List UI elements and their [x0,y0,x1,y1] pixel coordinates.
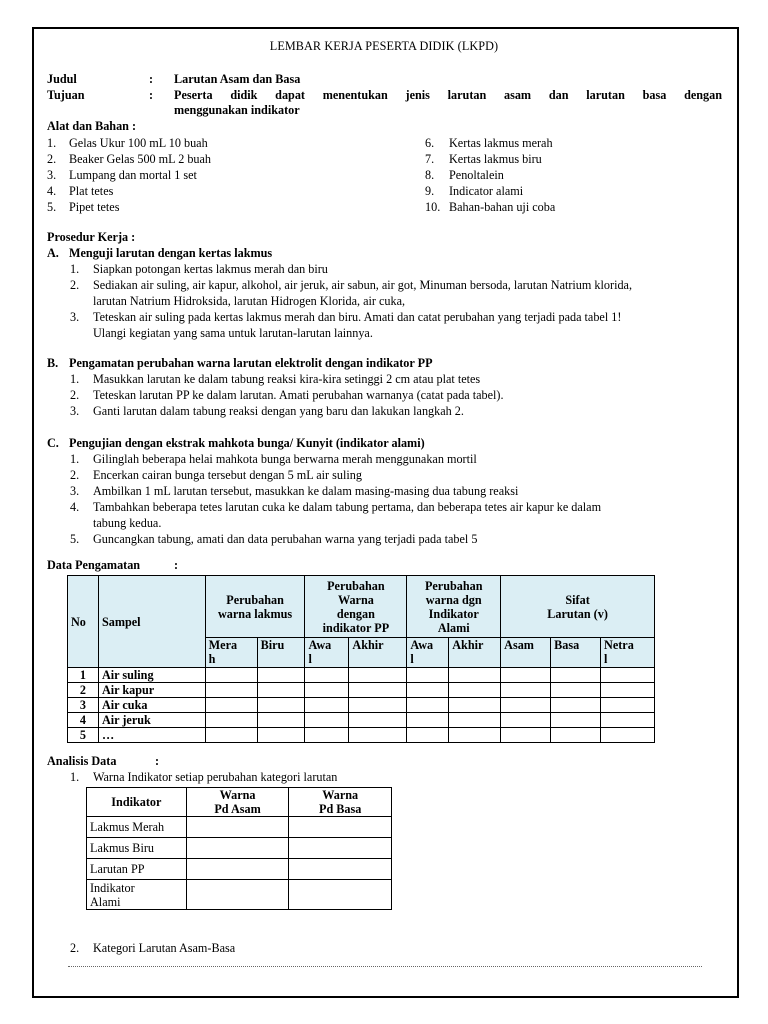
step-num: 3. [70,404,80,418]
header-alami: Perubahan warna dgn Indikator Alami [407,576,501,638]
empty-cell [289,859,392,880]
indikator-name-line: Alami [90,894,121,909]
step-text: Masukkan larutan ke dalam tabung reaksi kira-kira setinggi 2 cm atau plat tetes [93,372,481,386]
header-asam: Asam [501,638,551,668]
alat-item-num: 10. [425,200,441,214]
step-num: 5. [70,532,80,546]
row-no: 5 [68,728,99,743]
page-title: LEMBAR KERJA PESERTA DIDIK (LKPD) [269,39,499,53]
analisis-colon: : [155,754,160,768]
empty-cell [349,713,407,728]
empty-cell [205,668,257,683]
empty-cell [186,859,289,880]
step-text: Teteskan air suling pada kertas lakmus merah dan biru. Amati dan catat perubahan yang terjadi pada tabel 1! [93,310,622,324]
tujuan-line2: menggunakan indikator [174,103,300,117]
header-sampel: Sampel [98,576,205,668]
header-merah: Mera h [205,638,257,668]
table-row [87,880,392,910]
empty-cell [349,668,407,683]
empty-cell [601,668,655,683]
empty-cell [289,880,392,910]
indikator-name [87,859,187,880]
empty-cell [349,683,407,698]
empty-cell [407,713,449,728]
alat-item-num: 6. [425,136,435,150]
indikator-name-line: Larutan PP [90,862,145,876]
header-awal-alami: Awa l [407,638,449,668]
step-text: tabung kedua. [93,516,162,530]
section-title-b: Pengamatan perubahan warna larutan elektrolit dengan indikator PP [69,356,433,370]
alat-item-num: 3. [47,168,57,182]
empty-cell [501,683,551,698]
row-no: 4 [68,713,99,728]
alat-item-num: 9. [425,184,435,198]
alat-item: Gelas Ukur 100 mL 10 buah [69,136,208,150]
tujuan-line1: Peserta didik dapat menentukan jenis larutan asam dan larutan basa dengan [174,88,722,102]
analisis-item2-text: Kategori Larutan Asam-Basa [93,941,236,955]
tujuan-colon: : [149,88,154,102]
analisis-item2-num: 2. [70,941,80,955]
empty-cell [601,713,655,728]
step-num: 1. [70,262,80,276]
row-sampel: Air jeruk [98,713,205,728]
header-netral: Netra l [601,638,655,668]
step-num: 3. [70,484,80,498]
table-row [87,817,392,838]
answer-dotted-line [68,966,702,967]
empty-cell [551,668,601,683]
section-letter-b: B. [47,356,59,370]
alat-item: Penoltalein [449,168,504,182]
header-indikator: Indikator [87,788,187,817]
section-letter-a: A. [47,246,59,260]
header-warna-basa: Warna Pd Basa [289,788,392,817]
row-no: 2 [68,683,99,698]
empty-cell [449,698,501,713]
step-text: Sediakan air suling, air kapur, alkohol, air jeruk, air sabun, air got, Minuman bersoda, larutan Natrium klorida, [93,278,632,292]
indikator-name-line: Indikator [90,880,135,895]
empty-cell [551,698,601,713]
row-no: 3 [68,698,99,713]
header-akhir-alami: Akhir [449,638,501,668]
alat-item: Beaker Gelas 500 mL 2 buah [69,152,212,166]
empty-cell [305,668,349,683]
indikator-name-line: Lakmus Biru [90,841,154,855]
step-num: 4. [70,500,80,514]
empty-cell [407,683,449,698]
alat-item: Kertas lakmus biru [449,152,542,166]
indikator-name [87,817,187,838]
empty-cell [257,668,305,683]
step-text: larutan Natrium Hidroksida, larutan Hidrogen Klorida, air cuka, [93,294,406,308]
prosedur-heading: Prosedur Kerja : [47,230,136,244]
alat-item: Indicator alami [449,184,524,198]
empty-cell [205,683,257,698]
step-text: Teteskan larutan PP ke dalam larutan. Amati perubahan warnanya (catat pada tabel). [93,388,504,402]
step-text: Guncangkan tabung, amati dan data perubahan warna yang terjadi pada tabel 5 [93,532,478,546]
empty-cell [257,683,305,698]
analisis-item1-text: Warna Indikator setiap perubahan kategori larutan [93,770,338,784]
header-lakmus: Perubahan warna lakmus [205,576,305,638]
empty-cell [257,713,305,728]
table-row [68,698,655,713]
observation-table [67,575,655,743]
empty-cell [257,728,305,743]
empty-cell [305,728,349,743]
empty-cell [349,698,407,713]
header-warna-asam: Warna Pd Asam [186,788,289,817]
data-pengamatan-heading: Data Pengamatan [47,558,141,572]
empty-cell [289,817,392,838]
header-sifat: Sifat Larutan (v) [501,576,655,638]
indikator-name-line: Lakmus Merah [90,820,165,834]
step-text: Ganti larutan dalam tabung reaksi dengan yang baru dan lakukan langkah 2. [93,404,464,418]
row-sampel: Air cuka [98,698,205,713]
row-sampel: Air suling [98,668,205,683]
empty-cell [349,728,407,743]
empty-cell [551,683,601,698]
empty-cell [449,713,501,728]
analisis-item1-num: 1. [70,770,80,784]
empty-cell [305,713,349,728]
empty-cell [449,683,501,698]
empty-cell [449,668,501,683]
empty-cell [501,713,551,728]
section-title-c: Pengujian dengan ekstrak mahkota bunga/ Kunyit (indikator alami) [69,436,425,450]
empty-cell [289,838,392,859]
empty-cell [407,668,449,683]
alat-item: Plat tetes [69,184,114,198]
table-row [68,713,655,728]
alat-item: Bahan-bahan uji coba [449,200,556,214]
step-num: 2. [70,388,80,402]
indicator-color-table [86,787,392,910]
step-text: Gilinglah beberapa helai mahkota bunga berwarna merah menggunakan mortil [93,452,477,466]
header-no: No [68,576,99,668]
alat-item: Kertas lakmus merah [449,136,553,150]
step-num: 2. [70,278,80,292]
table-row [68,683,655,698]
alat-item-num: 7. [425,152,435,166]
section-title-a: Menguji larutan dengan kertas lakmus [69,246,273,260]
header-akhir-pp: Akhir [349,638,407,668]
empty-cell [551,713,601,728]
empty-cell [551,728,601,743]
step-num: 2. [70,468,80,482]
empty-cell [186,880,289,910]
judul-label: Judul [47,72,77,86]
empty-cell [205,713,257,728]
empty-cell [257,698,305,713]
alat-item: Lumpang dan mortal 1 set [69,168,197,182]
alat-item-num: 5. [47,200,57,214]
empty-cell [205,698,257,713]
empty-cell [305,683,349,698]
section-letter-c: C. [47,436,59,450]
empty-cell [501,668,551,683]
header-awal-pp: Awa l [305,638,349,668]
step-text: Encerkan cairan bunga tersebut dengan 5 mL air suling [93,468,362,482]
step-text: Tambahkan beberapa tetes larutan cuka ke dalam tabung pertama, dan beberapa tetes air kapur ke dalam [93,500,602,514]
row-sampel: Air kapur [98,683,205,698]
indikator-name [87,838,187,859]
judul-value: Larutan Asam dan Basa [174,72,301,86]
judul-colon: : [149,72,154,86]
data-pengamatan-colon: : [174,558,179,572]
step-num: 1. [70,372,80,386]
row-no: 1 [68,668,99,683]
empty-cell [601,698,655,713]
step-num: 3. [70,310,80,324]
empty-cell [449,728,501,743]
step-text: Ambilkan 1 mL larutan tersebut, masukkan ke dalam masing-masing dua tabung reaksi [93,484,519,498]
indikator-name [87,880,187,910]
empty-cell [407,698,449,713]
empty-cell [601,728,655,743]
table-row [87,859,392,880]
header-pp: Perubahan Warna dengan indikator PP [305,576,407,638]
header-biru: Biru [257,638,305,668]
analisis-heading: Analisis Data [47,754,117,768]
empty-cell [186,817,289,838]
step-text: Siapkan potongan kertas lakmus merah dan biru [93,262,328,276]
alat-item-num: 2. [47,152,57,166]
row-sampel: … [98,728,205,743]
empty-cell [205,728,257,743]
empty-cell [407,728,449,743]
step-num: 1. [70,452,80,466]
alat-item: Pipet tetes [69,200,120,214]
tujuan-label: Tujuan [47,88,85,102]
table-row [87,838,392,859]
table-row [68,668,655,683]
step-text: Ulangi kegiatan yang sama untuk larutan-larutan lainnya. [93,326,373,340]
empty-cell [501,698,551,713]
alat-item-num: 1. [47,136,57,150]
header-basa: Basa [551,638,601,668]
table-row [68,728,655,743]
empty-cell [601,683,655,698]
alat-item-num: 8. [425,168,435,182]
empty-cell [501,728,551,743]
empty-cell [305,698,349,713]
alat-heading: Alat dan Bahan : [47,119,137,133]
alat-item-num: 4. [47,184,57,198]
empty-cell [186,838,289,859]
